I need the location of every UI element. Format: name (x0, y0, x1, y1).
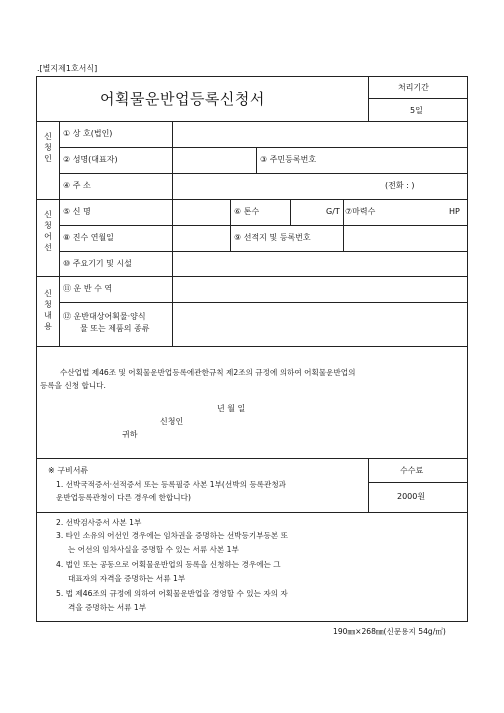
rule-applicant-bottom (36, 199, 468, 200)
label-ship-name: ⑤ 신 명 (63, 207, 91, 216)
rule-row5 (59, 225, 468, 226)
form-title: 어획물운반업등록신청서 (100, 90, 265, 108)
label-rrn: ③ 주민등록번호 (260, 155, 317, 164)
hp-col (343, 199, 344, 225)
label-tonnage: ⑥ 톤수 (234, 207, 260, 216)
rrn-col (256, 147, 257, 173)
frame-right (467, 76, 468, 621)
label-cargo-2: 물 또는 제품의 종류 (80, 324, 150, 333)
declaration-date: 년 월 일 (217, 404, 246, 413)
doc-item5-line2: 격을 증명하는 서류 1부 (68, 603, 147, 612)
rule-title-bottom (36, 121, 468, 122)
fee-divider (368, 482, 467, 483)
processing-label: 처리기간 (398, 83, 429, 92)
label-horsepower: ⑦마력수 (345, 207, 376, 216)
processing-value: 5일 (410, 106, 423, 115)
label-name: ② 성명(대표자) (63, 155, 118, 164)
label-launch-date: ⑧ 진수 연월일 (63, 233, 114, 242)
doc-item5-line1: 5. 법 제46조의 규정에 의하여 어획물운반업을 경영할 수 있는 자의 자 (56, 589, 288, 598)
section-content: 신 청 내 용 (44, 289, 52, 331)
frame-left (36, 76, 37, 621)
fee-col (368, 458, 369, 512)
label-zone: ⑪ 운 반 수 역 (63, 284, 113, 293)
declaration-line2: 등록을 신청 합니다. (40, 381, 106, 390)
doc-item4-line2: 대표자의 자격을 증명하는 서류 1부 (68, 574, 186, 583)
section-vessel: 신 청 어 선 (44, 210, 52, 252)
value-col (172, 121, 173, 346)
applicant-line: 신청인 (160, 417, 184, 426)
doc-item4-line1: 4. 법인 또는 공동으로 어획물운반업의 등록을 신청하는 경우에는 그 (56, 560, 281, 569)
rule-row2 (59, 173, 468, 174)
processing-divider (368, 98, 467, 99)
recipient: 귀하 (122, 430, 138, 439)
tonnage-col (230, 199, 231, 251)
doc-item2: 2. 선박검사증서 사본 1부 (56, 518, 142, 527)
doc-item1-line1: 1. 선박국적증서·선적증서 또는 등록필증 사본 1부(선박의 등록관청과 (56, 480, 286, 489)
label-equipment: ⑩ 주요기기 및 시설 (63, 259, 132, 268)
frame-top (36, 76, 468, 77)
rule-row8 (59, 251, 468, 252)
registry-col (343, 225, 344, 251)
tonnage-unit: G/T (326, 207, 340, 216)
fee-label: 수수료 (400, 466, 424, 475)
label-registry: ⑨ 선적지 및 등록번호 (234, 233, 311, 242)
docs-heading: ※ 구비서류 (48, 466, 89, 475)
doc-item3-line1: 3. 타인 소유의 어선인 경우에는 임차권을 증명하는 선박등기부등본 또 (56, 531, 288, 540)
rule-content-bottom (36, 346, 468, 347)
paper-spec: 190㎜×268㎜(신문용지 54g/㎡) (333, 627, 446, 636)
rule-row1 (59, 147, 468, 148)
rule-row11 (59, 302, 468, 303)
doc-item1-line2: 운반업등록관청이 다른 경우에 한합니다) (56, 493, 191, 502)
frame-bottom (36, 621, 468, 622)
section-applicant: 신 청 인 (44, 132, 52, 163)
rule-declaration-bottom (36, 458, 468, 459)
horsepower-unit: HP (449, 207, 460, 216)
label-address: ④ 주 소 (63, 181, 91, 190)
phone-hint: (전화 : ) (385, 181, 415, 190)
declaration-line1: 수산업법 제46조 및 어획물운반업등록에관한규칙 제2조의 규정에 의하여 어획물운반업의 (60, 368, 356, 377)
label-company: ① 상 호(법인) (63, 129, 113, 138)
doc-item3-line2: 는 어선의 임차사실을 증명할 수 있는 서류 사본 1부 (68, 545, 239, 554)
rule-vessel-bottom (36, 276, 468, 277)
form-code: .[별지제1호서식] (37, 64, 98, 73)
tonnage-value-col (290, 199, 291, 225)
label-cargo-1: ⑫ 운반대상어획물·양식 (63, 312, 146, 321)
fee-value: 2000원 (397, 492, 426, 501)
docs-divider (36, 512, 468, 513)
section-label-col (59, 121, 60, 346)
